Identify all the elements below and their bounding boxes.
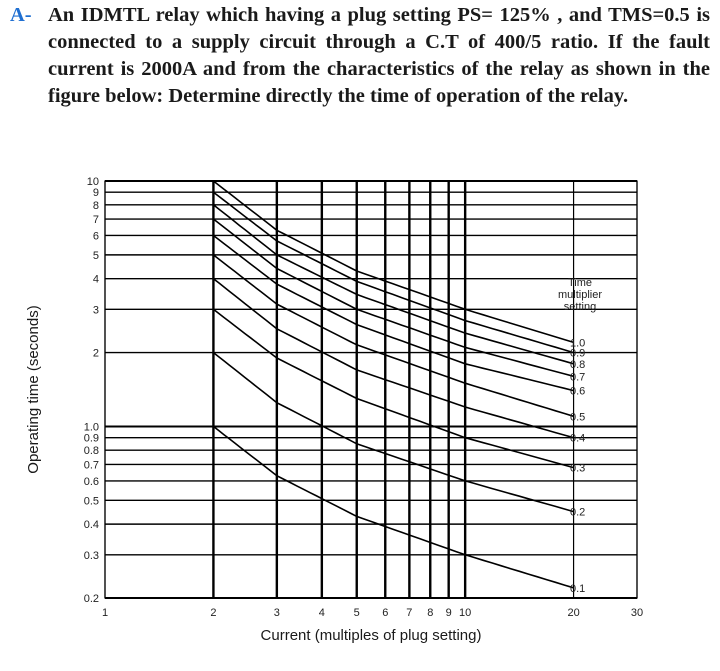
- curve-tms-0-9: [213, 192, 573, 352]
- x-tick-label: 10: [459, 607, 472, 619]
- curve-label-0-8: 0.8: [570, 358, 586, 371]
- y-tick-label: 8: [92, 199, 99, 212]
- curve-label-0-4: 0.4: [570, 432, 586, 445]
- y-tick-label: 0.5: [83, 495, 99, 508]
- chart-curves: [213, 181, 573, 588]
- x-tick-label: 5: [353, 607, 360, 619]
- question-label: A-: [10, 4, 32, 26]
- y-tick-label: 10: [86, 176, 99, 188]
- legend-title-line: setting: [563, 301, 597, 313]
- curve-label-1-0: 1.0: [570, 337, 586, 350]
- x-tick-label: 8: [427, 607, 434, 619]
- y-tick-label: 6: [92, 230, 99, 243]
- x-tick-label: 6: [382, 607, 389, 619]
- y-tick-label: 1.0: [83, 421, 99, 434]
- chart-grid: [105, 181, 637, 598]
- curve-tms-0-6: [213, 236, 573, 391]
- y-tick-label: 9: [92, 187, 99, 200]
- y-tick-label: 5: [92, 249, 99, 262]
- curve-label-0-2: 0.2: [570, 506, 586, 519]
- y-axis-title: Operating time (seconds): [25, 305, 42, 474]
- legend-title-line: Time: [567, 277, 593, 289]
- curve-label-0-6: 0.6: [570, 385, 586, 398]
- x-tick-labels: [102, 607, 643, 619]
- x-tick-label: 9: [445, 607, 452, 619]
- legend-title: [558, 277, 602, 313]
- y-tick-label: 4: [92, 273, 99, 286]
- y-tick-labels: [84, 176, 99, 605]
- curve-label-0-5: 0.5: [570, 411, 586, 424]
- x-tick-label: 30: [630, 607, 644, 619]
- y-tick-label: 3: [92, 304, 99, 317]
- x-tick-label: 1: [101, 607, 109, 619]
- x-tick-label: 20: [567, 607, 580, 619]
- y-tick-label: 2: [92, 347, 99, 360]
- x-tick-label: 3: [273, 607, 280, 619]
- x-axis-title: Current (multiples of plug setting): [260, 627, 482, 644]
- y-tick-label: 0.4: [83, 519, 99, 532]
- y-tick-label: 0.6: [83, 475, 99, 488]
- y-tick-label: 0.7: [83, 459, 99, 472]
- y-tick-label: 0.8: [83, 445, 99, 458]
- y-tick-label: 0.9: [83, 432, 99, 445]
- x-tick-label: 7: [406, 607, 413, 619]
- y-tick-label: 7: [92, 214, 99, 227]
- curve-label-0-7: 0.7: [570, 371, 586, 384]
- curve-label-0-1: 0.1: [570, 582, 586, 595]
- legend-title-line: multiplier: [557, 289, 603, 301]
- curve-label-0-3: 0.3: [570, 462, 586, 475]
- curve-label-0-9: 0.9: [570, 347, 586, 360]
- curve-tms-0-3: [213, 309, 573, 467]
- curve-labels: [570, 337, 585, 594]
- x-tick-label: 4: [318, 607, 325, 619]
- y-tick-label: 0.3: [83, 549, 99, 562]
- x-tick-label: 2: [210, 607, 217, 619]
- y-tick-label: 0.2: [83, 593, 99, 605]
- question-text: An IDMTL relay which having a plug setting PS= 125% , and TMS=0.5 is connected to a supply circuit through a C.T of 400/5 ratio. If the fault current is 2000A and from the characteristics of the relay as shown in the figure below: Determine directly the time of operation of the relay.: [48, 4, 710, 107]
- plot-frame: [105, 181, 637, 598]
